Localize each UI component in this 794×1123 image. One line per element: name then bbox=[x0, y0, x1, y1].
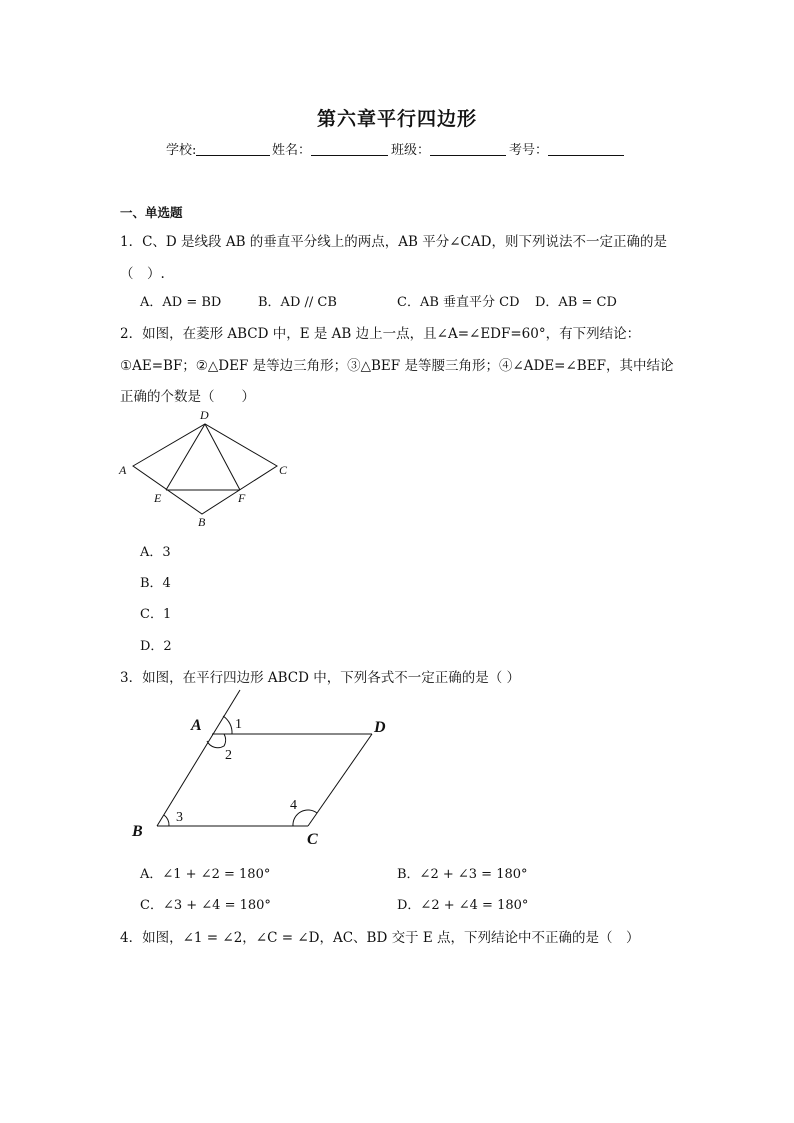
q2-option-c[interactable]: C．1 bbox=[140, 607, 172, 622]
q4-stem: 4．如图，∠1 = ∠2，∠C = ∠D，AC、BD 交于 E 点，下列结论中不正确的是（ ） bbox=[120, 930, 640, 946]
q3-stem: 3．如图，在平行四边形 ABCD 中，下列各式不一定正确的是（ ） bbox=[120, 670, 521, 686]
label-d: D bbox=[200, 408, 209, 422]
segment-de bbox=[166, 424, 205, 490]
q2-stem-line1: 2．如图，在菱形 ABCD 中，E 是 AB 边上一点，且∠A=∠EDF=60°，有下列结论： bbox=[120, 326, 641, 342]
label-c: C bbox=[279, 463, 288, 477]
school-blank[interactable] bbox=[196, 142, 270, 156]
q2-stem-line2: ①AE=BF；②△DEF 是等边三角形；③△BEF 是等腰三角形；④∠ADE=∠BEF，其中结论 bbox=[120, 358, 674, 374]
number-field bbox=[509, 139, 624, 158]
q2-stem-line3: 正确的个数是（ ） bbox=[120, 389, 255, 405]
label-b: B bbox=[132, 823, 143, 840]
school-field bbox=[166, 139, 270, 158]
label-d: D bbox=[374, 719, 386, 736]
name-blank[interactable] bbox=[311, 142, 388, 156]
number-blank[interactable] bbox=[548, 142, 624, 156]
q3-option-b[interactable]: B．∠2 + ∠3 = 180° bbox=[397, 867, 528, 882]
q2-option-b[interactable]: B．4 bbox=[140, 576, 171, 591]
label-angle-3: 3 bbox=[176, 810, 183, 825]
label-a: A bbox=[191, 717, 202, 734]
q1-option-a[interactable]: A．AD = BD bbox=[140, 295, 222, 310]
class-field bbox=[391, 139, 506, 158]
label-angle-2: 2 bbox=[225, 748, 232, 763]
section-heading: 一、单选题 bbox=[120, 205, 183, 220]
name-field bbox=[272, 139, 388, 158]
q3-option-c[interactable]: C．∠3 + ∠4 = 180° bbox=[140, 898, 271, 913]
q3-option-a[interactable]: A．∠1 + ∠2 = 180° bbox=[140, 867, 271, 882]
q2-option-a[interactable]: A．3 bbox=[140, 545, 171, 560]
label-b: B bbox=[198, 515, 206, 529]
label-f: F bbox=[238, 491, 246, 505]
q2-option-d[interactable]: D．2 bbox=[140, 639, 172, 654]
page-title: 第六章平行四边形 bbox=[316, 108, 477, 130]
q1-stem-line1: 1．C、D 是线段 AB 的垂直平分线上的两点，AB 平分∠CAD，则下列说法不一定正确的是 bbox=[120, 234, 667, 250]
q1-option-c[interactable]: C．AB 垂直平分 CD bbox=[397, 295, 520, 310]
q1-option-d[interactable]: D．AB = CD bbox=[535, 295, 617, 310]
angle-2-arc bbox=[207, 734, 226, 748]
side-dc bbox=[308, 734, 372, 826]
class-blank[interactable] bbox=[430, 142, 506, 156]
label-angle-4: 4 bbox=[290, 798, 297, 813]
class-label: 班级： bbox=[391, 143, 431, 158]
q3-parallelogram-figure bbox=[125, 688, 395, 852]
q3-option-d[interactable]: D．∠2 + ∠4 = 180° bbox=[397, 898, 529, 913]
label-e: E bbox=[154, 491, 162, 505]
label-angle-1: 1 bbox=[235, 717, 242, 732]
name-label: 姓名： bbox=[272, 143, 312, 158]
angle-1-arc bbox=[223, 716, 232, 734]
label-a: A bbox=[119, 463, 127, 477]
q1-stem-line2: （ ）. bbox=[120, 266, 165, 282]
q1-option-b[interactable]: B．AD // CB bbox=[258, 295, 337, 310]
number-label: 考号： bbox=[509, 143, 549, 158]
angle-3-arc bbox=[164, 815, 169, 826]
school-label: 学校: bbox=[166, 143, 197, 158]
q2-rhombus-figure bbox=[110, 404, 300, 532]
label-c: C bbox=[307, 831, 318, 848]
